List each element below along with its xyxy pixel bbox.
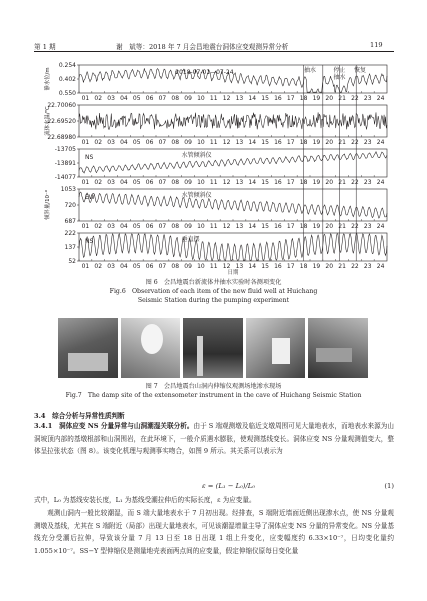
x-tick-label: 21 bbox=[338, 95, 346, 102]
x-tick-label: 07 bbox=[158, 263, 167, 270]
x-tick-label: 22 bbox=[351, 95, 359, 102]
x-tick-label: 19 bbox=[312, 139, 321, 146]
x-tick-label: 10 bbox=[197, 139, 205, 146]
x-tick-label: 10 bbox=[197, 95, 205, 102]
x-tick-label: 05 bbox=[132, 223, 141, 230]
equation-number: (1) bbox=[384, 482, 394, 490]
x-tick-label: 23 bbox=[363, 263, 372, 270]
x-tick-label: 14 bbox=[248, 95, 257, 102]
x-tick-label: 15 bbox=[261, 223, 269, 230]
x-tick-label: 17 bbox=[286, 179, 295, 186]
x-tick-label: 06 bbox=[145, 179, 154, 186]
x-tick-label: 09 bbox=[184, 139, 192, 146]
x-tick-label: 12 bbox=[222, 95, 231, 102]
x-tick-label: 12 bbox=[222, 139, 231, 146]
y-tick-label: 22.70060 bbox=[47, 102, 76, 109]
x-tick-label: 17 bbox=[286, 223, 295, 230]
y-axis-label: 倾斜量/10⁻⁹ bbox=[45, 190, 51, 220]
annotation-pumping: 抽水 bbox=[303, 67, 317, 74]
x-tick-label: 07 bbox=[158, 139, 167, 146]
x-tick-label: 16 bbox=[274, 95, 282, 102]
x-tick-label: 14 bbox=[248, 263, 257, 270]
x-tick-label: 10 bbox=[197, 263, 205, 270]
x-tick-label: 20 bbox=[325, 95, 334, 102]
x-tick-label: 08 bbox=[171, 263, 180, 270]
x-tick-label: 24 bbox=[376, 263, 385, 270]
x-tick-label: 08 bbox=[171, 95, 180, 102]
x-tick-label: 13 bbox=[235, 223, 244, 230]
x-tick-label: 14 bbox=[248, 223, 257, 230]
x-tick-label: 19 bbox=[312, 263, 321, 270]
x-tick-label: 17 bbox=[286, 263, 295, 270]
x-tick-label: 13 bbox=[235, 95, 244, 102]
annotation-stop: 停止 bbox=[333, 67, 346, 74]
x-tick-label: 13 bbox=[235, 139, 244, 146]
issue-label: 第 1 期 bbox=[34, 43, 56, 51]
x-axis-label: 日期 bbox=[227, 270, 239, 276]
figure-6-caption-en-line2: Seismic Station during the pumping experiment bbox=[137, 297, 290, 304]
x-tick-label: 21 bbox=[338, 223, 346, 230]
x-tick-label: 24 bbox=[376, 139, 385, 146]
x-tick-label: 19 bbox=[312, 95, 321, 102]
figure-7-caption-cn: 图 7 会昌地震台山洞内伸缩仪观测场地渗水现场 bbox=[145, 383, 282, 390]
x-tick-label: 09 bbox=[184, 95, 192, 102]
cave-photo-3 bbox=[183, 318, 243, 378]
x-tick-label: 02 bbox=[94, 95, 103, 102]
x-tick-label: 21 bbox=[338, 139, 346, 146]
x-tick-label: 22 bbox=[351, 223, 359, 230]
x-tick-label: 03 bbox=[107, 179, 115, 186]
series-label: NS bbox=[85, 238, 94, 245]
x-tick-label: 01 bbox=[81, 139, 90, 146]
x-tick-label: 17 bbox=[286, 139, 295, 146]
y-tick-label: 0.550 bbox=[58, 90, 76, 97]
x-tick-label: 04 bbox=[120, 95, 128, 102]
x-tick-label: 03 bbox=[107, 95, 115, 102]
x-tick-label: 04 bbox=[120, 263, 128, 270]
x-tick-label: 06 bbox=[145, 223, 154, 230]
x-tick-label: 16 bbox=[274, 223, 282, 230]
x-tick-label: 02 bbox=[94, 179, 103, 186]
figure-7-caption-en: Fig.7 The damp site of the extensometer instrument in the cave of Huichang Seismic Station bbox=[65, 392, 362, 399]
x-tick-label: 16 bbox=[274, 179, 282, 186]
x-tick-label: 22 bbox=[351, 179, 359, 186]
x-tick-label: 14 bbox=[248, 179, 257, 186]
x-tick-label: 01 bbox=[81, 223, 90, 230]
x-tick-label: 03 bbox=[107, 223, 115, 230]
x-tick-label: 05 bbox=[132, 179, 141, 186]
paragraph-1 bbox=[34, 420, 394, 458]
x-tick-label: 20 bbox=[325, 139, 334, 146]
x-tick-label: 12 bbox=[222, 223, 231, 230]
y-tick-label: 0.402 bbox=[58, 76, 76, 83]
equation-expression: ε = (L₁ − L₀)/L₀ bbox=[202, 482, 255, 490]
figure-6-caption-cn: 图 6 会昌地震台新流体井抽水实验时各测项变化 bbox=[145, 279, 282, 286]
x-tick-label: 11 bbox=[209, 223, 218, 230]
y-tick-label: 22.69520 bbox=[47, 118, 76, 125]
x-tick-label: 11 bbox=[209, 179, 218, 186]
x-tick-label: 05 bbox=[132, 263, 141, 270]
x-tick-label: 03 bbox=[107, 139, 115, 146]
x-tick-label: 15 bbox=[261, 263, 269, 270]
x-tick-label: 24 bbox=[376, 179, 385, 186]
x-tick-label: 16 bbox=[274, 139, 282, 146]
y-tick-label: -13705 bbox=[54, 146, 76, 153]
cave-photo-2 bbox=[121, 318, 181, 378]
annotation-pumping-2: 抽水 bbox=[333, 74, 346, 81]
subsection-lead: 洞体应变 NS 分量异常与山洞潮湿关联分析。 bbox=[58, 422, 194, 430]
x-tick-label: 08 bbox=[171, 139, 180, 146]
x-tick-label: 16 bbox=[274, 263, 282, 270]
series-label: EW bbox=[85, 194, 95, 201]
x-tick-label: 01 bbox=[81, 179, 90, 186]
x-tick-label: 11 bbox=[209, 263, 218, 270]
x-tick-label: 01 bbox=[81, 95, 90, 102]
x-tick-label: 24 bbox=[376, 95, 385, 102]
date-range: 2018-07-01—07-24 bbox=[175, 69, 234, 76]
x-tick-label: 04 bbox=[120, 179, 128, 186]
x-tick-label: 12 bbox=[222, 179, 231, 186]
paragraph-1-text: 由于 S 端观测墩及临近支墩周围可见大量地表水，而地表水来源为山洞坡顶内部的基墩根部和山洞围岩，在此环境下，一般介质遇水膨胀，使观测基线变长。洞体应变 NS 分量观测值变大，整体呈拉张状态（图 8）。该变化机理与观测事实吻合，如图 9 所示。其关系可以表示为 bbox=[34, 422, 394, 456]
x-tick-label: 23 bbox=[363, 95, 372, 102]
x-tick-label: 04 bbox=[120, 139, 128, 146]
x-tick-label: 07 bbox=[158, 95, 167, 102]
y-tick-label: 22.68980 bbox=[47, 134, 76, 141]
x-tick-label: 17 bbox=[286, 95, 295, 102]
x-tick-label: 07 bbox=[158, 223, 167, 230]
x-tick-label: 18 bbox=[299, 139, 308, 146]
x-tick-label: 14 bbox=[248, 139, 257, 146]
x-tick-label: 01 bbox=[81, 263, 90, 270]
y-tick-label: 687 bbox=[64, 218, 76, 225]
x-tick-label: 12 bbox=[222, 263, 231, 270]
subsection-number: 3.4.1 bbox=[34, 422, 53, 430]
x-tick-label: 19 bbox=[312, 223, 321, 230]
x-tick-label: 21 bbox=[338, 263, 346, 270]
x-tick-label: 11 bbox=[209, 95, 218, 102]
y-tick-label: 137 bbox=[64, 244, 76, 251]
figure-6-plot bbox=[37, 57, 397, 277]
x-tick-label: 18 bbox=[299, 179, 308, 186]
x-tick-label: 21 bbox=[338, 179, 346, 186]
y-axis-label: 静水位/m bbox=[45, 67, 51, 91]
x-tick-label: 13 bbox=[235, 263, 244, 270]
x-tick-label: 11 bbox=[209, 139, 218, 146]
y-tick-label: 1053 bbox=[60, 186, 76, 193]
x-tick-label: 15 bbox=[261, 179, 269, 186]
x-tick-label: 13 bbox=[235, 179, 244, 186]
x-tick-label: 10 bbox=[197, 223, 205, 230]
x-tick-label: 10 bbox=[197, 179, 205, 186]
header-rule bbox=[34, 51, 394, 52]
x-tick-label: 06 bbox=[145, 95, 154, 102]
x-tick-label: 06 bbox=[145, 139, 154, 146]
panel-note: 垂直摆 bbox=[181, 236, 200, 243]
running-title: 谢 斌等：2018 年 7 月会昌地震台洞体应变观测异常分析 bbox=[116, 43, 289, 51]
x-tick-label: 20 bbox=[325, 179, 334, 186]
series-line-3 bbox=[79, 152, 387, 173]
x-tick-label: 09 bbox=[184, 179, 192, 186]
panel-note: 水管倾斜仪 bbox=[181, 152, 212, 159]
x-tick-label: 09 bbox=[184, 263, 192, 270]
x-tick-label: 06 bbox=[145, 263, 154, 270]
series-line-5 bbox=[79, 234, 387, 260]
x-tick-label: 05 bbox=[132, 95, 141, 102]
figure-7-photos bbox=[58, 318, 368, 378]
figure-6-caption-en-line1: Fig.6 Observation of each item of the new fluid well at Huichang bbox=[109, 288, 318, 295]
series-label: NS bbox=[85, 154, 94, 161]
series-line-2 bbox=[79, 112, 387, 129]
y-tick-label: 720 bbox=[64, 202, 76, 209]
x-tick-label: 20 bbox=[325, 223, 334, 230]
x-tick-label: 20 bbox=[325, 263, 334, 270]
x-tick-label: 18 bbox=[299, 263, 308, 270]
x-tick-label: 08 bbox=[171, 223, 180, 230]
x-tick-label: 19 bbox=[312, 179, 321, 186]
x-tick-label: 02 bbox=[94, 223, 103, 230]
panel-frame-5 bbox=[79, 233, 387, 261]
x-tick-label: 03 bbox=[107, 263, 115, 270]
x-tick-label: 02 bbox=[94, 139, 103, 146]
x-tick-label: 22 bbox=[351, 263, 359, 270]
x-tick-label: 02 bbox=[94, 263, 103, 270]
y-tick-label: 52 bbox=[68, 258, 76, 265]
y-axis-label: 流体水温/℃ bbox=[45, 106, 51, 136]
y-tick-label: -14077 bbox=[54, 174, 76, 181]
figure-6 bbox=[37, 57, 397, 281]
x-tick-label: 22 bbox=[351, 139, 359, 146]
y-tick-label: 0.254 bbox=[58, 62, 76, 69]
x-tick-label: 15 bbox=[261, 139, 269, 146]
y-tick-label: 222 bbox=[64, 230, 76, 237]
x-tick-label: 18 bbox=[299, 223, 308, 230]
x-tick-label: 09 bbox=[184, 223, 192, 230]
page-number: 119 bbox=[370, 41, 383, 49]
x-tick-label: 23 bbox=[363, 139, 372, 146]
x-tick-label: 08 bbox=[171, 179, 180, 186]
series-line-4 bbox=[79, 192, 387, 218]
cave-photo-1 bbox=[58, 318, 118, 378]
x-tick-label: 24 bbox=[376, 223, 385, 230]
x-tick-label: 07 bbox=[158, 179, 167, 186]
panel-note: 水管倾斜仪 bbox=[181, 192, 212, 199]
x-tick-label: 23 bbox=[363, 223, 372, 230]
paragraph-3: 观测山洞内一般比较潮湿，而 S 端大量地表水于 7 月初出现。经排查，S 端附近墙面近侧出现渗水点，使 NS 分量观测墩及基线，尤其在 S 端附近（局部）出现大量地表水，可见该潮湿增量主导了洞体应变 NS 分量的异常变化。NS 分量基线充分受潮后拉伸，导致该分量 7 月 13 日至 18 日出现 1 组上升变化，应变幅度约 6.33×10⁻⁷，日均变化量约 1.055×10⁻⁷。SS−Y 型伸缩仪是测量地壳表面两点间的应变量，假定伸缩仪原每日变化量 bbox=[34, 509, 394, 555]
x-tick-label: 05 bbox=[132, 139, 141, 146]
x-tick-label: 15 bbox=[261, 95, 269, 102]
x-tick-label: 18 bbox=[299, 95, 308, 102]
cave-photo-4 bbox=[246, 318, 306, 378]
annotation-recovery: 恢复 bbox=[354, 67, 367, 74]
section-heading: 3.4 综合分析与异常性质判断 bbox=[34, 412, 125, 420]
x-tick-label: 04 bbox=[120, 223, 128, 230]
cave-photo-5 bbox=[308, 318, 368, 378]
y-tick-label: -13891 bbox=[54, 160, 76, 167]
paragraph-2: 式中，L₀ 为基线安装长度，L₁ 为基线受潮拉伸后的实际长度，ε 为应变量。 bbox=[34, 496, 256, 504]
x-tick-label: 23 bbox=[363, 179, 372, 186]
